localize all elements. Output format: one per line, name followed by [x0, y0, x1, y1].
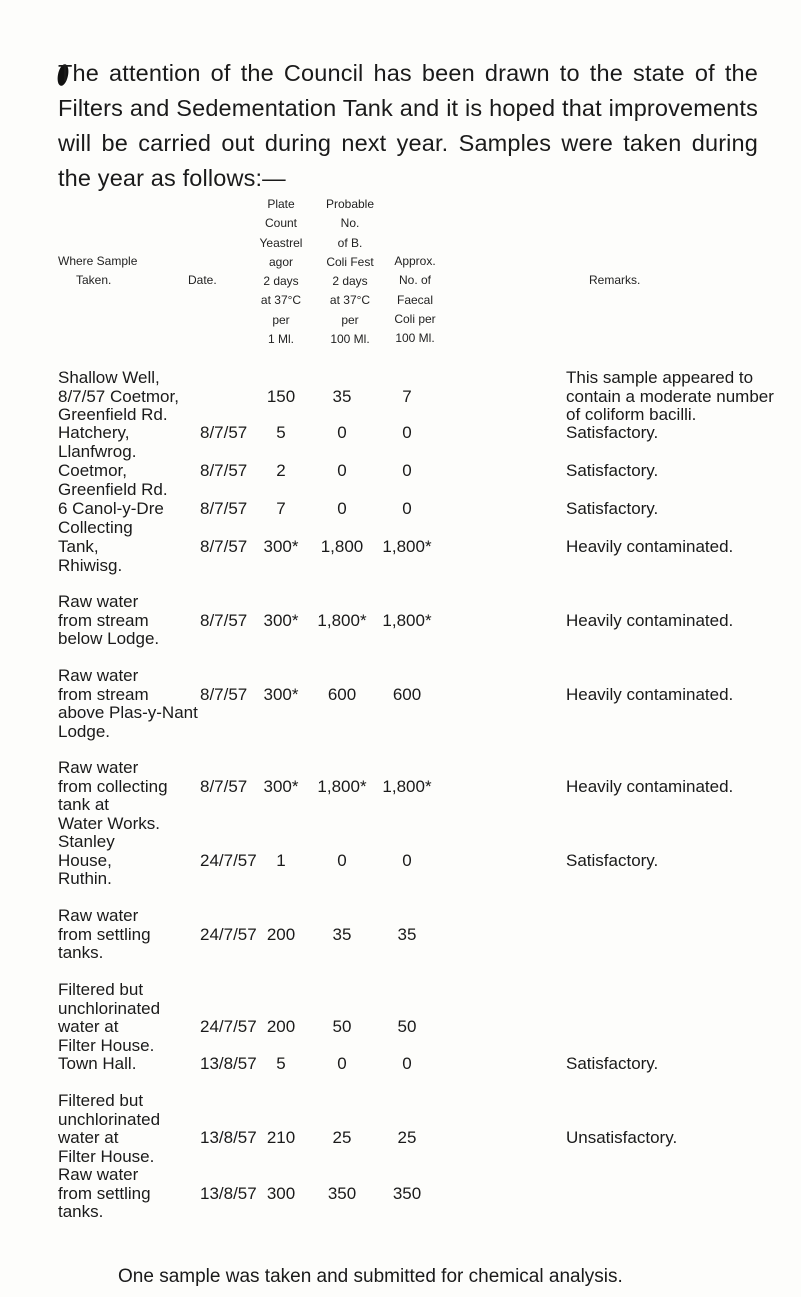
- row-remarks: Heavily contaminated.: [566, 537, 734, 556]
- row-plate: 1: [276, 850, 286, 870]
- row-date: 24/7/57: [200, 850, 257, 870]
- row-date: 13/8/57: [200, 1054, 257, 1073]
- row-approx: 1,800*: [382, 776, 432, 796]
- row-date: 8/7/57: [200, 499, 248, 518]
- row-date: 13/8/57: [200, 1183, 257, 1203]
- row-probable: 35: [332, 386, 352, 406]
- row-date: 8/7/57: [200, 537, 248, 556]
- row-plate: 150: [266, 386, 296, 406]
- header-probable-no: Probable No. of B. Coli Fest 2 days at 37°C per 100 Ml.: [325, 197, 375, 347]
- row-probable: 1,800*: [317, 776, 367, 796]
- row-approx: 1,800*: [382, 537, 432, 556]
- row-approx: 0: [402, 423, 412, 442]
- row-probable: 25: [332, 1128, 352, 1147]
- row-remarks: Heavily contaminated.: [566, 610, 734, 630]
- intro-line: The attention of the Council has been drawn to the state of the: [58, 60, 758, 86]
- row-date: 8/7/57: [200, 684, 248, 704]
- row-probable: 600: [327, 684, 357, 704]
- header-where-taken: Where Sample Taken.: [58, 254, 138, 288]
- row-where-taken: Raw water from settling tanks.: [58, 906, 151, 962]
- row-probable: 0: [337, 461, 347, 480]
- row-where-taken: Town Hall.: [58, 1054, 137, 1073]
- row-date: 13/8/57: [200, 1128, 257, 1147]
- row-where-taken: Raw water from settling tanks.: [58, 1165, 151, 1221]
- row-plate: 5: [276, 423, 286, 442]
- row-where-taken: Filtered but unchlorinated water at Filter House.: [58, 1091, 161, 1166]
- row-approx: 600: [392, 684, 422, 704]
- row-plate: 200: [266, 1017, 296, 1036]
- row-approx: 7: [402, 386, 412, 406]
- row-date: 24/7/57: [200, 1017, 257, 1036]
- row-remarks: Heavily contaminated.: [566, 776, 734, 796]
- header-approx-faecal-coli: Approx. No. of Faecal Coli per 100 Ml.: [394, 254, 436, 346]
- row-where-taken: Raw water from stream above Plas-y-Nant Lodge.: [58, 666, 198, 741]
- row-date: 8/7/57: [200, 423, 248, 442]
- intro-line: the year as follows:—: [58, 165, 286, 191]
- row-plate: 300*: [263, 776, 299, 796]
- row-remarks: Heavily contaminated.: [566, 684, 734, 704]
- row-approx: 0: [402, 1054, 412, 1073]
- row-approx: 0: [402, 499, 412, 518]
- row-probable: 35: [332, 924, 352, 944]
- footer-note: One sample was taken and submitted for chemical analysis.: [118, 1266, 623, 1287]
- row-remarks: Satisfactory.: [566, 1054, 659, 1073]
- intro-line: will be carried out during next year. Samples were taken during: [58, 130, 758, 156]
- header-plate-count: Plate Count Yeastrel agor 2 days at 37°C per 1 Ml.: [259, 197, 303, 347]
- row-date: 8/7/57: [200, 461, 248, 480]
- row-remarks: Satisfactory.: [566, 850, 659, 870]
- row-where-taken: Coetmor, Greenfield Rd.: [58, 461, 168, 499]
- row-probable: 1,800*: [317, 610, 367, 630]
- row-approx: 35: [397, 924, 417, 944]
- row-plate: 300*: [263, 610, 299, 630]
- row-where-taken: 6 Canol-y-Dre Collecting: [58, 499, 164, 537]
- header-date: Date.: [188, 273, 217, 287]
- row-where-taken: Filtered but unchlorinated water at Filter House.: [58, 980, 161, 1055]
- row-probable: 1,800: [320, 537, 364, 556]
- row-approx: 50: [397, 1017, 417, 1036]
- row-probable: 0: [337, 423, 347, 442]
- header-remarks: Remarks.: [589, 273, 641, 287]
- row-plate: 300*: [263, 537, 299, 556]
- row-approx: 25: [397, 1128, 417, 1147]
- row-plate: 300: [266, 1183, 296, 1203]
- row-probable: 50: [332, 1017, 352, 1036]
- intro-line: Filters and Sedementation Tank and it is hoped that improvements: [58, 95, 758, 121]
- row-plate: 210: [266, 1128, 296, 1147]
- row-probable: 0: [337, 850, 347, 870]
- row-plate: 200: [266, 924, 296, 944]
- row-remarks: Satisfactory.: [566, 499, 659, 518]
- row-probable: 350: [327, 1183, 357, 1203]
- row-approx: 350: [392, 1183, 422, 1203]
- row-where-taken: Raw water from collecting tank at Water Works.: [58, 758, 168, 833]
- row-where-taken: Hatchery, Llanfwrog.: [58, 423, 137, 461]
- row-remarks: Satisfactory.: [566, 423, 659, 442]
- row-date: 8/7/57: [200, 776, 248, 796]
- row-date: 8/7/57: [200, 610, 248, 630]
- row-remarks: This sample appeared to contain a moderate number of coliform bacilli.: [566, 368, 774, 424]
- row-where-taken: Stanley House, Ruthin.: [58, 832, 115, 888]
- row-date: 24/7/57: [200, 924, 257, 944]
- row-plate: 5: [276, 1054, 286, 1073]
- row-where-taken: Tank, Rhiwisg.: [58, 537, 123, 575]
- row-remarks: Unsatisfactory.: [566, 1128, 678, 1147]
- row-where-taken: Shallow Well, 8/7/57 Coetmor, Greenfield Rd.: [58, 368, 179, 424]
- row-approx: 1,800*: [382, 610, 432, 630]
- row-plate: 300*: [263, 684, 299, 704]
- row-remarks: Satisfactory.: [566, 461, 659, 480]
- row-plate: 7: [276, 499, 286, 518]
- row-approx: 0: [402, 461, 412, 480]
- row-approx: 0: [402, 850, 412, 870]
- row-where-taken: Raw water from stream below Lodge.: [58, 592, 160, 648]
- row-probable: 0: [337, 1054, 347, 1073]
- row-probable: 0: [337, 499, 347, 518]
- row-plate: 2: [276, 461, 286, 480]
